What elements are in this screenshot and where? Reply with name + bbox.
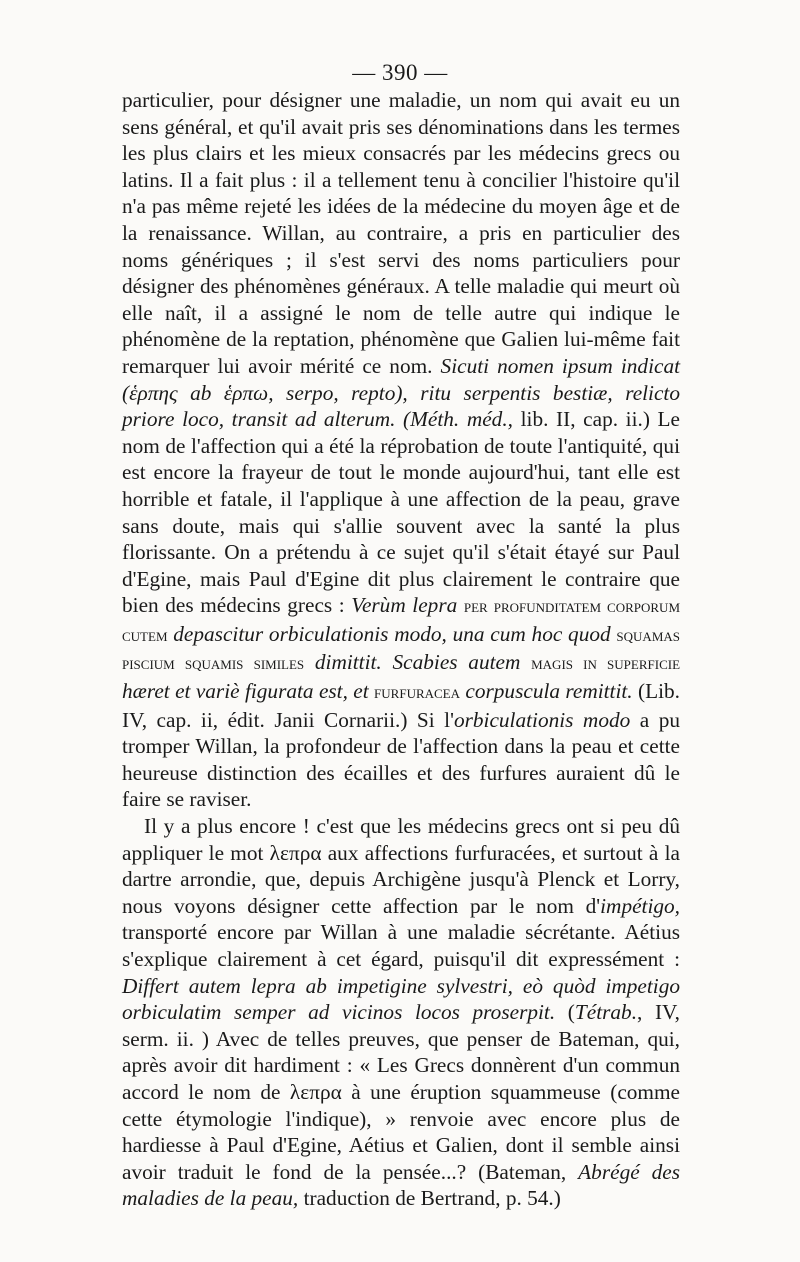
text-run: lib. II, cap. ii.) Le nom de l'affection qui a été la réprobation de toute l'antiquité, qui est encore la frayeur de tout le monde aujourd'hui, tant elle est horrible et fatale, il l'applique à une affection de la peau, grave sans doute, mais qui s'allie souvent avec la santé la plus florissante. On a prétendu à ce sujet qu'il s'était étayé sur Paul d'Egine, mais Paul d'Egine dit plus clairement le contraire que bien des médecins grecs : [122, 407, 680, 618]
citation-title: Abrégé des maladies de la peau, [122, 1159, 680, 1211]
latin-quote-paul: Verùm lepra [351, 593, 458, 618]
small-caps-text: per profunditatem corporum cutem [122, 596, 681, 646]
latin-quote-paul: corpuscula remittit. [465, 679, 633, 704]
paragraph-1 [122, 87, 680, 813]
latin-quote-aetius: Differt autem lepra ab impetigine sylvestri, eò quòd impetigo orbiculatim semper ad vicinos locos proserpit. [122, 973, 680, 1025]
text-run: a pu tromper Willan, la profondeur de l'affection dans la peau et cette heureuse distinction des écailles et des furfures auraient dû le faire se raviser. [122, 707, 681, 812]
small-caps-text: furfuracea [374, 682, 461, 704]
latin-quote-paul: depascitur orbiculationis modo, una cum hoc quod [173, 621, 611, 646]
paragraph-2 [122, 813, 680, 1212]
text-run: traduction de Bertrand, p. 54.) [298, 1186, 561, 1211]
latin-quote-paul: dimittit. Scabies autem [314, 650, 521, 675]
text-run: Il y a plus encore ! c'est que les médecins grecs ont si peu dû appliquer le mot λεπρα aux affections furfuracées, et surtout à la dartre arrondie, que, depuis Archigène jusqu'à Plenck et Lorry, nous voyons désigner cette affection par le nom d' [122, 814, 680, 918]
small-caps-text: magis in superficie [531, 653, 681, 675]
text-run: (Lib. IV, cap. ii, édit. Janii Cornarii.) Si l' [122, 679, 680, 732]
latin-term: orbiculationis modo [453, 707, 631, 732]
small-caps-text: squamas piscium squamis similes [122, 624, 680, 675]
text-run: transporté encore par Willan à une maladie sécrétante. Aétius s'explique clairement à cet égard, puisqu'il dit expressément : [122, 920, 680, 971]
latin-quote-paul: hæret et variè figurata est, et [122, 679, 369, 704]
text-run: ( [555, 1000, 575, 1025]
latin-quote-galien: Sicuti nomen ipsum indicat (ἑρπης ab ἑρπω, serpo, repto), ritu serpentis bestiæ, relicto priore loco, transit ad alterum. (Méth. méd., [122, 353, 681, 432]
text-run: particulier, pour désigner une maladie, un nom qui avait eu un sens général, et qu'il avait pris ses dénominations dans les termes les plus clairs et les mieux consacrés par les médecins grecs ou latins. Il a fait plus : il a tellement tenu à concilier l'histoire qu'il n'a pas même rejeté les idées de la médecine du moyen âge et de la renaissance. Willan, au contraire, a pris en particulier des noms génériques ; il s'est servi des noms particuliers pour désigner des phénomènes généraux. A telle maladie qui meurt où elle naît, il a assigné le nom de telle autre qui indique le phénomène de la reptation, phénomène que Galien lui-même fait remarquer lui avoir mérité ce nom. [122, 88, 680, 378]
latin-term: impétigo, [600, 893, 680, 918]
text-run: , IV, serm. ii. ) Avec de telles preuves, que penser de Bateman, qui, après avoir dit hardiment : « Les Grecs donnèrent d'un commun accord le nom de λεπρα à une éruption squammeuse (comme cette étymologie l'indique), » renvoie avec encore plus de hardiesse à Paul d'Egine, Aétius et Galien, dont il semble ainsi avoir traduit le fond de la pensée...? (Bateman, [122, 1000, 681, 1184]
citation-title: Tétrab. [574, 1000, 638, 1025]
page-number: — 390 — [352, 60, 448, 85]
body-text [122, 87, 680, 1212]
